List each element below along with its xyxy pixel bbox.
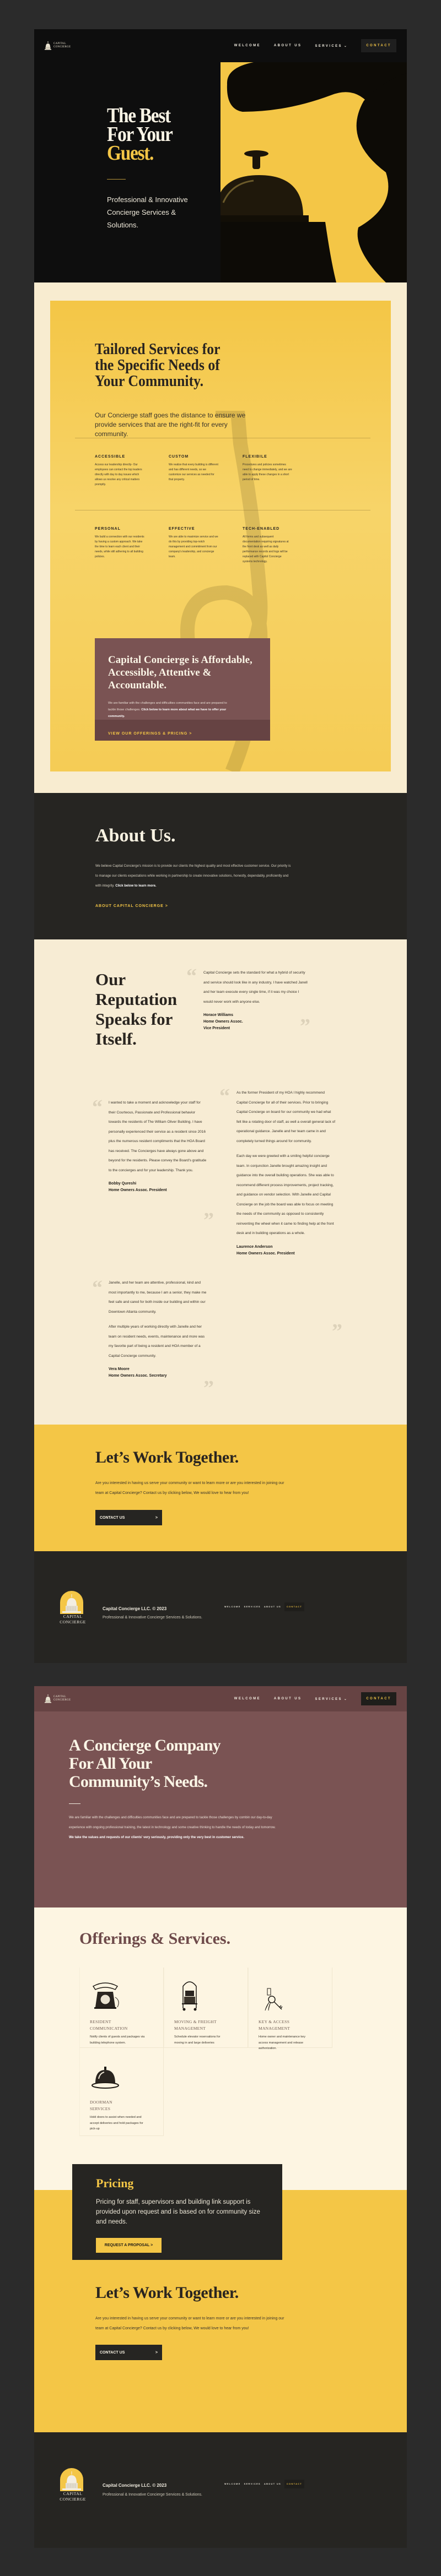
offering-title-line2: COMMUNICATION [90, 2026, 128, 2031]
footer-contact-button[interactable]: CONTACT [284, 1602, 304, 1611]
footer-nav [224, 1602, 304, 1611]
author-name: Bobby Qureshi [109, 1182, 137, 1186]
feature-text: We realize that every building is different and has different needs, so we customize our services as needed for that property. [169, 463, 218, 481]
testimonial-text: Janelle, and her team are attentive, professional, kind and most importantly to me, because I am a senior, they make me feel safe and cared for both inside our building and within our Downtown Atlanta community. [109, 1281, 207, 1314]
offering-text: Notify clients of guests and packages via building telephone system. [90, 2035, 145, 2045]
close-quote-icon: ” [300, 1015, 310, 1038]
about-body-bold: Click below to learn more. [115, 884, 157, 888]
about-section [34, 793, 407, 939]
work-together-section [34, 2176, 407, 2432]
nav-services[interactable] [315, 44, 348, 48]
capitol-dome-icon [60, 1591, 83, 1614]
offering-title-line2: MANAGEMENT [259, 2026, 291, 2031]
hero-image-service-bell [220, 62, 407, 282]
author-role: Home Owners Assoc. Secretary [109, 1374, 167, 1378]
footer [34, 2432, 407, 2548]
footer-logo-line1: CAPITAL [63, 2491, 83, 2496]
nav-welcome[interactable]: WELCOME [234, 1697, 261, 1700]
footer-link-welcome[interactable]: WELCOME [224, 1606, 241, 1608]
chevron-down-icon: ⌄ [343, 1697, 348, 1701]
offering-title [174, 2019, 238, 2032]
promo-body [108, 700, 235, 720]
page-home [34, 29, 407, 1663]
request-proposal-button[interactable]: REQUEST A PROPOSAL > [96, 2238, 162, 2253]
testimonial-text: After multiple years of working directly with Janelle and her team on resident needs, events, maintenance and more was my favorite part of being a resident and HOA member of a Capital Concierge community. [109, 1325, 205, 1358]
feature-text: Procedures and policies sometimes need to change immediately, and we are able to apply these changes in a short period of time. [243, 463, 292, 481]
offering-text: Home owner and maintenance key access management and release authorization. [259, 2035, 305, 2050]
testimonial-card [236, 1088, 336, 1257]
pricing-body: Pricing for staff, supervisors and building link support is provided upon request and is based on for community size and needs. [96, 2199, 260, 2225]
view-offerings-link[interactable]: VIEW OUR OFFERINGS & PRICING > [108, 732, 192, 736]
feature-text: We are able to maximize service and we do this by providing top-notch management and commitment from our company's leadership, and concierge team. [169, 535, 218, 558]
testimonial-card [203, 968, 308, 1032]
offering-title-line1: KEY & ACCESS [259, 2019, 290, 2024]
testimonial-text: Each day we were greeted with a smiling helpful concierge team. In conjunction Janelle brought amazing insight and guidance into the overall building operations. She was able to recommend different process improvements, project tracking, and guidance on vendor selection. With Janelle and Capital Concierge on the job the board was able to focus on meeting the needs of the community as opposed to consistently reinventing the wheel when it came to finding help at the front desk and in building operations as a whole. [236, 1154, 334, 1235]
offering-title [90, 2019, 153, 2032]
offering-text: Schedule elevator reservations for moving in and large deliveries [174, 2035, 220, 2045]
testimonial-card [109, 1278, 208, 1379]
work-together-body: Are you interested in having us serve your community or want to learn more or are you interested in joining our team at Capital Concierge? Contact us by clicking below, We would love to hear from you! [95, 2317, 284, 2330]
open-quote-icon: “ [219, 1085, 230, 1108]
service-bell-icon [90, 2059, 121, 2092]
work-together-section [34, 1425, 407, 1551]
footer-company: Capital Concierge LLC. © 2023 [103, 2483, 167, 2488]
hero-title [107, 104, 173, 165]
capitol-dome-icon [45, 1694, 51, 1703]
about-title: About Us. [95, 825, 176, 846]
hero-title-accent: Guest. [107, 142, 154, 165]
testimonial-text: Capital Concierge sets the standard for what a hybrid of security and service should look like in any industry, I have watched Janell and her team execute every single time, if it was my choice I would never work with anyone else. [203, 971, 308, 1004]
capitol-dome-icon [45, 41, 51, 50]
feature-personal [95, 527, 144, 559]
nav-about-us[interactable]: ABOUT US [273, 1697, 302, 1700]
testimonial-author [203, 1012, 308, 1032]
footer-logo-line2: CONCIERGE [60, 1619, 86, 1624]
offering-title-line2: MANAGEMENT [174, 2026, 206, 2031]
feature-flexible [243, 455, 292, 482]
offerings-section [34, 1907, 407, 2190]
footer-logo[interactable] [58, 2468, 87, 2502]
main-nav [34, 1686, 407, 1711]
close-quote-icon: ” [203, 1377, 214, 1400]
logo-text-line2: CONCIERGE [53, 1699, 71, 1702]
promo-footer [95, 720, 270, 741]
service-bell-hand-icon [220, 62, 407, 282]
feature-custom [169, 455, 218, 482]
offering-title [90, 2099, 153, 2112]
close-quote-icon: ” [203, 1209, 214, 1232]
footer-logo-circle [60, 2468, 83, 2491]
author-role: Vice President [203, 1026, 230, 1030]
testimonial-author [109, 1366, 208, 1379]
testimonial-card [109, 1098, 208, 1194]
contact-us-label: CONTACT US [100, 2350, 125, 2355]
feature-text: All forms and subsequent documentation requiring signatures at the front desk as well as daily performance records and logs will be replaced with Capitol Concierge systems technology. [243, 535, 289, 563]
services-hero-body-text: We are familiar with the challenges and difficulties communities face and are prepared to tackle those challenges by combin our day-to-day experience with ongoing professional training, the latest in technology and some creative thinking to handle the needs of today and tomorrow. [69, 1816, 276, 1829]
nav-contact-button[interactable]: CONTACT [361, 1692, 396, 1705]
work-together-title: Let’s Work Together. [95, 1448, 239, 1466]
page-services [34, 1686, 407, 2555]
services-hero-title: A Concierge Company For All Your Community’s Needs. [69, 1736, 220, 1791]
open-quote-icon: “ [92, 1276, 103, 1300]
footer-link-welcome[interactable]: WELCOME [224, 2483, 241, 2485]
services-hero-body-bold: We take the values and requests of our clients' very seriously, providing only the very best in customer service. [69, 1836, 244, 1839]
hero-section [34, 29, 407, 282]
testimonial-text: I wanted to take a moment and acknowledge your staff for their Courteous, Passionate and Professional behavior towards the residents of The William Oliver Building. I have personally experienced their service as a resident since 2016 plus the numerous resident compliments that the HOA Board has received. The Concierges have always gone above and beyond for the residents. Please convey the Board's gratitude to the concierges and for your leadership. Thank you. [109, 1101, 207, 1172]
offering-resident-communication [79, 1968, 164, 2048]
offering-key-access [248, 1968, 332, 2048]
nav-about-us[interactable]: ABOUT US [273, 44, 302, 47]
keys-icon [259, 1979, 289, 2012]
feature-title: CUSTOM [169, 455, 189, 459]
footer-link-services[interactable]: SERVICES [244, 1606, 261, 1608]
footer-logo-text [58, 1614, 87, 1625]
nav-services-label: SERVICES [315, 44, 342, 48]
offerings-title: Offerings & Services. [79, 1930, 231, 1948]
capitol-dome-icon [60, 2468, 83, 2491]
offerings-grid [79, 1968, 333, 2136]
testimonial-author [109, 1181, 208, 1194]
author-role: Home Owners Assoc. President [236, 1251, 295, 1256]
chevron-down-icon: ⌄ [343, 44, 348, 48]
promo-title: Capital Concierge is Affordable, Accessible, Attentive & Accountable. [108, 654, 252, 691]
logo-text-line2: CONCIERGE [53, 46, 71, 48]
feature-accessible [95, 455, 144, 487]
about-body [95, 861, 294, 891]
arrow-right-icon: > [155, 1515, 158, 1520]
services-hero [34, 1686, 407, 1907]
feature-title: EFFECTIVE [169, 527, 195, 531]
offering-title-line1: DOORMAN [90, 2100, 112, 2105]
feature-title: ACCESSIBLE [95, 455, 126, 459]
open-quote-icon: “ [186, 965, 197, 988]
testimonials-title: Our Reputation Speaks for Itself. [95, 970, 178, 1048]
services-hero-body [69, 1813, 278, 1843]
footer-tagline: Professional & Innovative Concierge Services & Solutions. [103, 2493, 202, 2497]
logo-text-line1: CAPITAL [53, 1695, 66, 1698]
footer-logo-circle [60, 1591, 83, 1614]
contact-us-button[interactable] [95, 2345, 162, 2360]
pricing-title: Pricing [96, 2176, 134, 2190]
footer-link-about-us[interactable]: ABOUT US [263, 2483, 282, 2485]
author-name: Horace Williams [203, 1013, 234, 1017]
services-subtitle: Our Concierge staff goes the distance to ensure we provide services that are the right-fit for every community. [95, 411, 246, 438]
logo[interactable] [45, 41, 71, 50]
offering-title [259, 2019, 322, 2032]
open-quote-icon: “ [92, 1096, 103, 1119]
author-role: Home Owners Assoc. [203, 1020, 243, 1024]
nav-services[interactable] [315, 1697, 348, 1701]
feature-title: PERSONAL [95, 527, 121, 531]
contact-us-button[interactable] [95, 1510, 162, 1525]
footer [34, 1551, 407, 1663]
feature-effective [169, 527, 218, 559]
offering-moving-freight [164, 1968, 248, 2048]
offering-title-line2: SERVICES [90, 2106, 111, 2111]
offering-title-line1: MOVING & FREIGHT [174, 2019, 217, 2024]
footer-contact-button[interactable]: CONTACT [284, 2480, 304, 2488]
promo-body-bold: Click below to learn more about what we have to offer your community. [108, 708, 227, 718]
footer-tagline: Professional & Innovative Concierge Services & Solutions. [103, 1616, 202, 1619]
testimonials-section [34, 939, 407, 1425]
hero-title-line1: The Best [107, 104, 170, 127]
feature-title: FLEXIBILE [243, 455, 267, 459]
offering-doorman [79, 2048, 164, 2136]
testimonial-author [236, 1244, 336, 1257]
promo-body-text: We are familiar with the challenges and difficulties communities face and are prepared to tackle those challenges. [108, 702, 227, 711]
feature-text: We build a connection with our residents by having a custom approach. We take the time to learn each client and their needs, while still adhering to all building policies. [95, 535, 144, 558]
footer-link-services[interactable]: SERVICES [244, 2483, 261, 2485]
services-card [50, 301, 391, 771]
hero-subtitle: Professional & Innovative Concierge Services & Solutions. [107, 195, 188, 229]
services-section [34, 282, 407, 793]
arrow-right-icon: > [155, 2350, 158, 2355]
services-title: Tailored Services for the Specific Needs of Your Community. [95, 341, 220, 390]
about-capital-concierge-link[interactable]: ABOUT CAPITAL CONCIERGE > [95, 904, 168, 908]
nav-welcome[interactable]: WELCOME [234, 44, 261, 47]
about-body-text: We believe Capital Concierge's mission is to provide our clients the highest quality and most effective customer service. Our priority is to manage our clients expectations while working in partnership to create innovative solutions, honestly, dependably, proficiently and with integrity. [95, 865, 291, 888]
footer-nav [224, 2480, 304, 2488]
hero-divider [69, 1803, 80, 1804]
footer-logo-text [58, 2491, 87, 2502]
logo-text-line1: CAPITAL [53, 42, 66, 45]
work-together-title: Let’s Work Together. [95, 2284, 239, 2302]
main-nav [34, 29, 407, 62]
feature-tech-enabled [243, 527, 292, 564]
footer-logo-line2: CONCIERGE [60, 2497, 86, 2502]
offering-text: Hold doors to assist when needed and accept deliveries and hold packages for pick-up [90, 2116, 143, 2131]
author-role: Home Owners Assoc. President [109, 1188, 167, 1192]
footer-link-about-us[interactable]: ABOUT US [263, 1606, 282, 1608]
testimonial-text: As the former President of my HOA I highly recommend Capital Concierge for all of their services. Prior to bringing Capital Concierge on board for our community we had what felt like a rotating door of staff, as well a overall general lack of operational guidance. Janelle and her team came in and completely turned things around for community. [236, 1091, 336, 1143]
nav-services-label: SERVICES [315, 1697, 342, 1701]
telephone-icon [90, 1979, 121, 2012]
hero-divider [107, 179, 126, 180]
footer-logo[interactable] [58, 1591, 87, 1625]
author-name: Laurence Anderson [236, 1244, 273, 1249]
hero-title-line2: For Your [107, 123, 173, 146]
pricing-card [72, 2164, 282, 2260]
footer-logo-line1: CAPITAL [63, 1614, 83, 1619]
contact-us-label: CONTACT US [100, 1515, 125, 1520]
nav-contact-button[interactable]: CONTACT [361, 39, 396, 52]
logo[interactable] [45, 1694, 71, 1703]
feature-text: Access our leadership directly- Our employees can contact the top leaders directly with day to day issues which allows us resolve any critical matters promptly. [95, 463, 142, 486]
work-together-body: Are you interested in having us serve your community or want to learn more or are you interested in joining our team at Capital Concierge? Contact us by clicking below, We would love to hear from you! [95, 1481, 284, 1495]
luggage-cart-icon [174, 1979, 205, 2012]
author-name: Vera Moore [109, 1367, 130, 1371]
promo-card [95, 638, 270, 741]
footer-company: Capital Concierge LLC. © 2023 [103, 1606, 167, 1611]
offering-title-line1: RESIDENT [90, 2019, 111, 2024]
feature-title: TECH-ENABLED [243, 527, 280, 531]
close-quote-icon: ” [332, 1320, 342, 1343]
